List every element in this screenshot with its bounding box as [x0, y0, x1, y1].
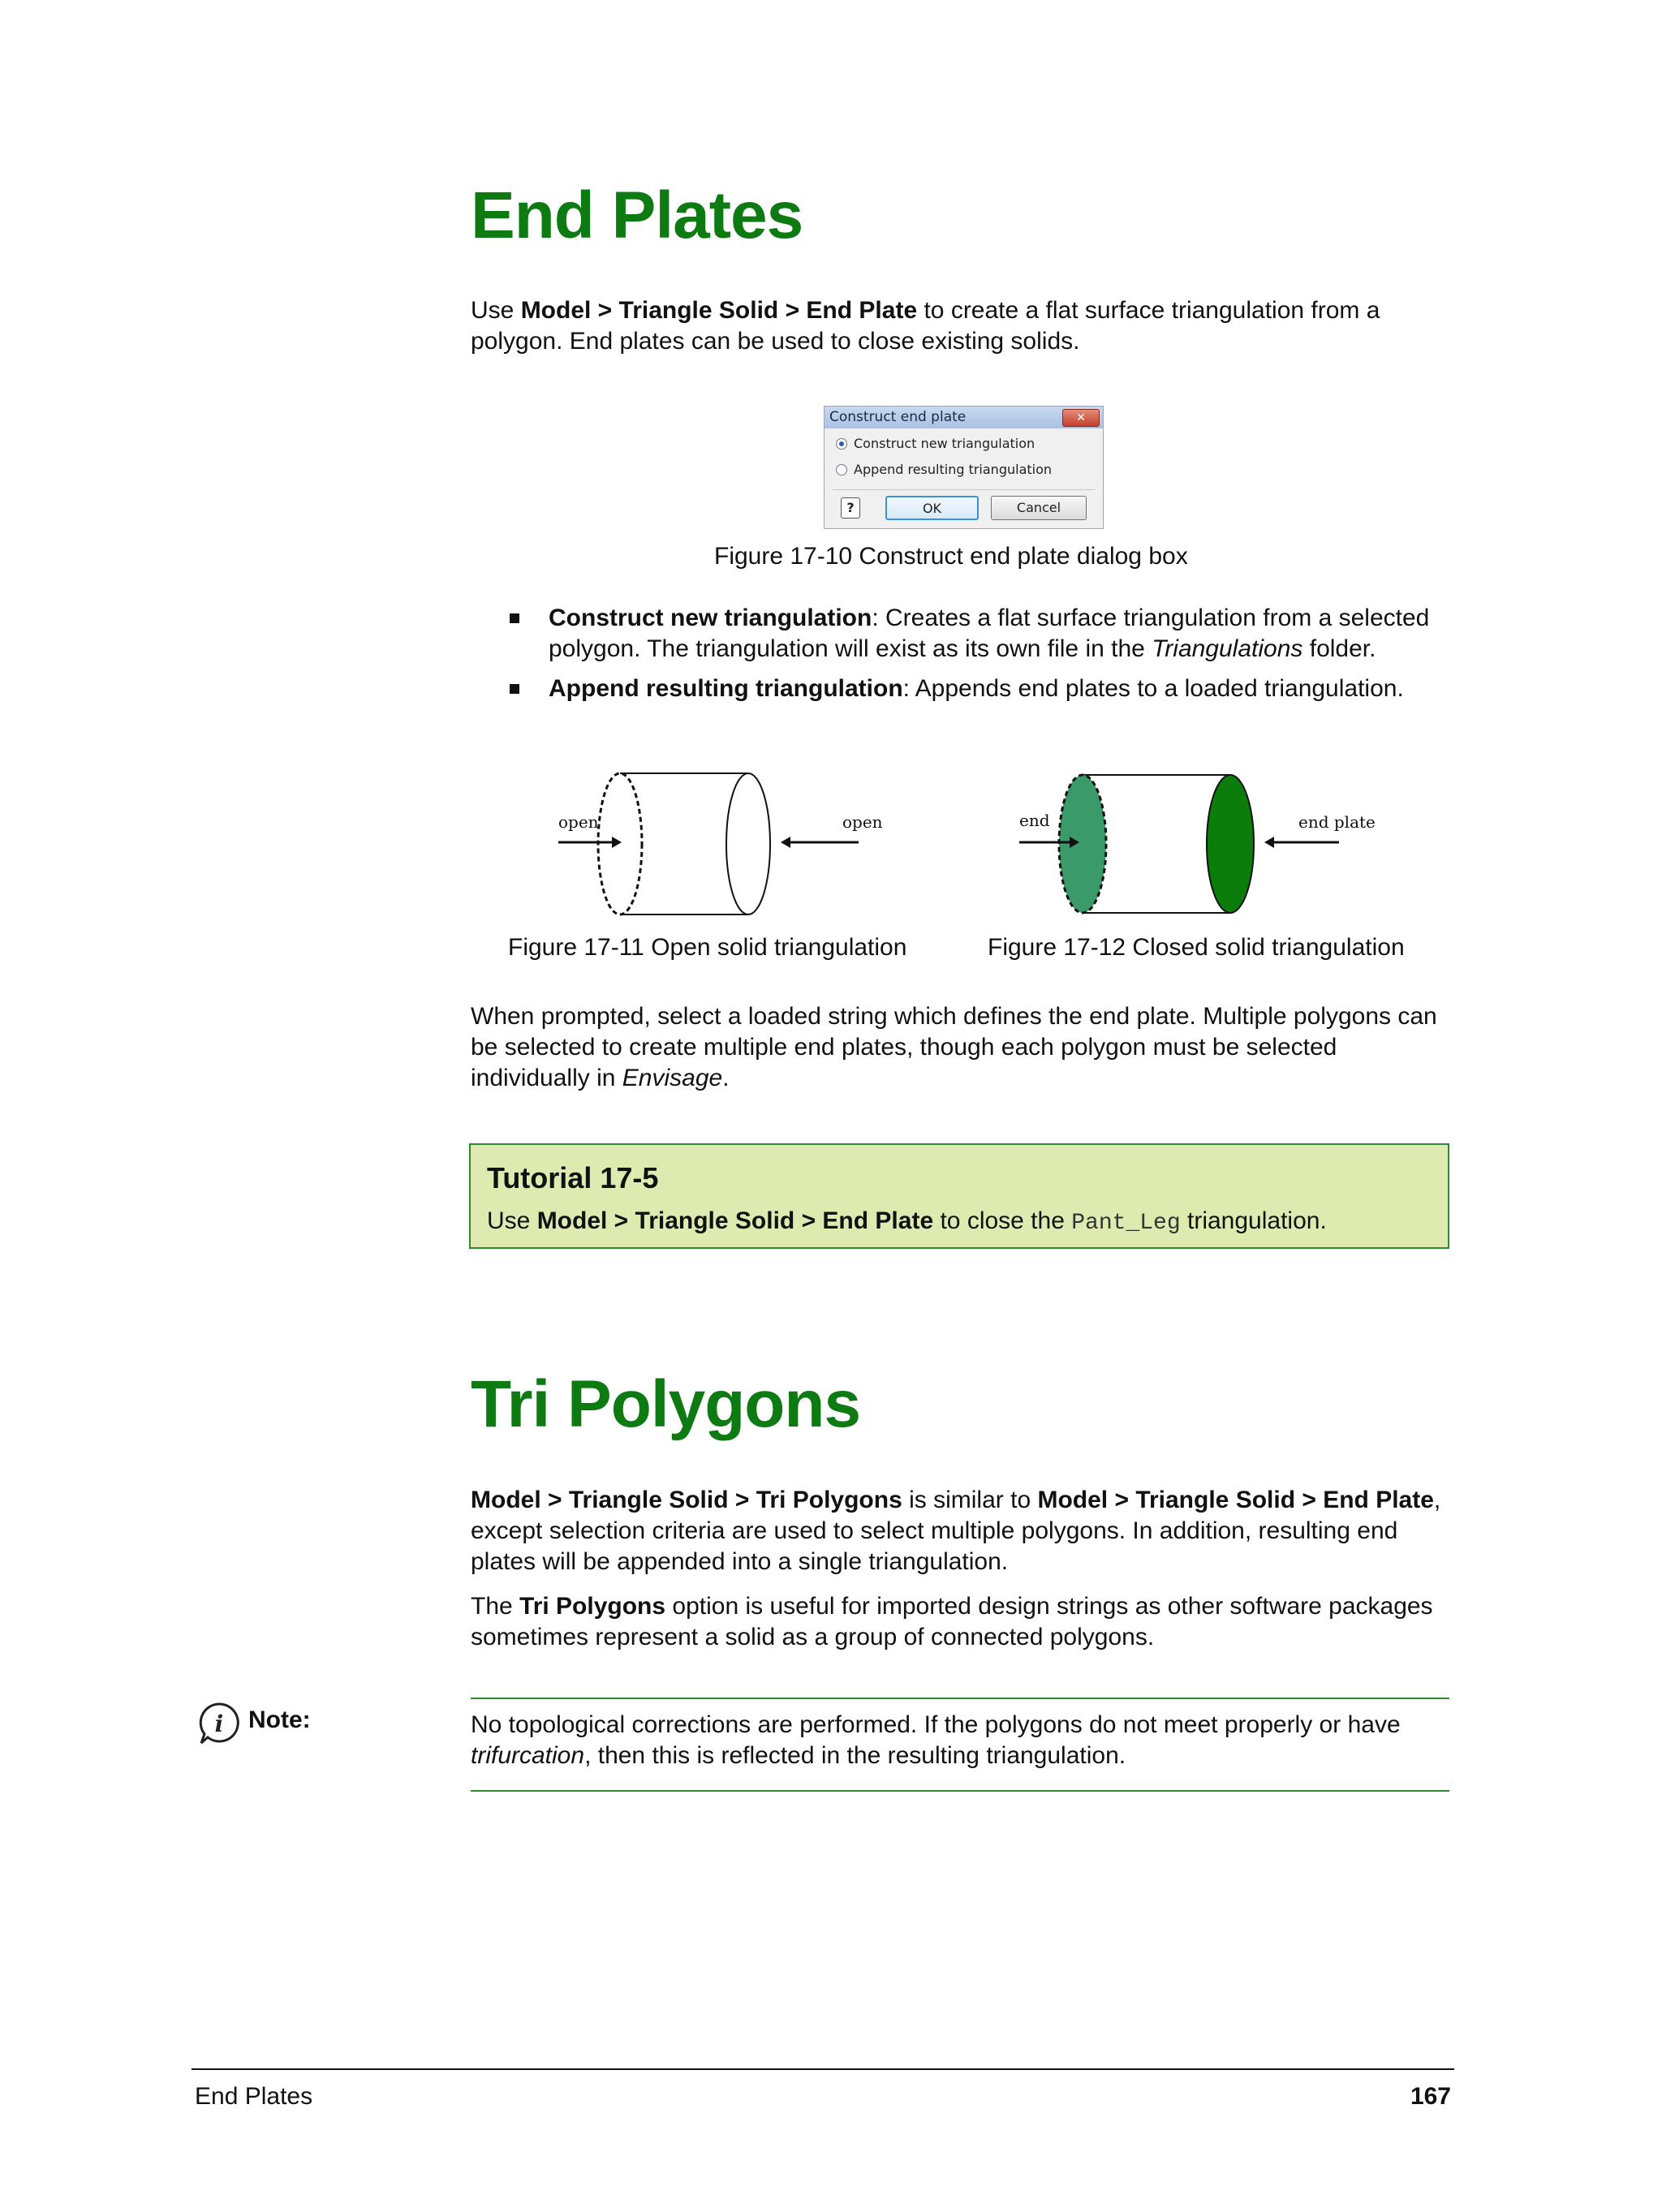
- figure-17-10-caption: Figure 17-10 Construct end plate dialog box: [714, 543, 1188, 570]
- intro-line-1: Use Model > Triangle Solid > End Plate to create a flat surface triangulation from a: [471, 297, 1380, 324]
- open-solid-diagram: [544, 763, 885, 917]
- footer-rule: [192, 2068, 1454, 2070]
- section-title-end-plates: End Plates: [471, 179, 803, 252]
- note-text: No topological corrections are performed. If the polygons do not meet properly or have trifurcation, then this is reflected in the resulting triangulation.: [471, 1711, 1401, 1769]
- end-plate-left: [1059, 775, 1106, 913]
- end-plates-intro: [471, 295, 1453, 357]
- info-icon: [198, 1702, 240, 1745]
- list-item: Append resulting triangulation: Appends end plates to a loaded triangulation.: [510, 673, 1459, 704]
- dialog-title-bar: [825, 407, 1103, 428]
- radio-label: Append resulting triangulation: [854, 462, 1053, 477]
- figure-17-12-caption: Figure 17-12 Closed solid triangulation: [988, 934, 1405, 961]
- list-item: Construct new triangulation: Creates a flat surface triangulation from a selected polygon. The triangulation will exist as its own file in the Triangulations folder.: [510, 603, 1459, 665]
- tutorial-text: Use Model > Triangle Solid > End Plate to close the Pant_Leg triangulation.: [487, 1207, 1327, 1236]
- page-number: 167: [1410, 2083, 1451, 2110]
- bullet-square-icon: [510, 684, 519, 694]
- radio-label: Construct new triangulation: [854, 436, 1036, 451]
- note-label: Note:: [248, 1706, 311, 1733]
- option-list: [510, 603, 1459, 713]
- intro-line-2: polygon. End plates can be used to close existing solids.: [471, 328, 1080, 355]
- radio-selected-icon: [836, 438, 847, 450]
- svg-text:i: i: [214, 1711, 224, 1737]
- ok-button[interactable]: OK: [885, 496, 979, 520]
- dialog-divider: [833, 489, 1095, 490]
- radio-construct-new[interactable]: [836, 436, 1035, 451]
- radio-append-resulting[interactable]: [836, 462, 1052, 477]
- tutorial-box: [469, 1143, 1449, 1249]
- label-open-left: open: [558, 812, 599, 832]
- menu-path: Model > Triangle Solid > End Plate: [520, 297, 918, 324]
- close-icon[interactable]: ✕: [1062, 409, 1100, 427]
- radio-unselected-icon: [836, 464, 847, 476]
- code-snippet: Pant_Leg: [1071, 1211, 1181, 1236]
- label-open-right: open: [842, 812, 883, 832]
- dialog-title: Construct end plate: [829, 409, 967, 425]
- tutorial-title: Tutorial 17-5: [487, 1161, 659, 1194]
- note-bottom-rule: [471, 1790, 1449, 1792]
- help-icon[interactable]: ?: [841, 497, 860, 519]
- footer-section-name: End Plates: [195, 2083, 313, 2110]
- tri-polygons-paragraph-2: The Tri Polygons option is useful for imported design strings as other software packages sometimes represent a solid as a group of connected polygons.: [471, 1593, 1433, 1650]
- section-title-tri-polygons: Tri Polygons: [471, 1367, 861, 1441]
- closed-solid-diagram: [1006, 763, 1380, 917]
- construct-end-plate-dialog: [824, 406, 1104, 529]
- tri-polygons-paragraph-1: Model > Triangle Solid > Tri Polygons is similar to Model > Triangle Solid > End Plate, except selection criteria are used to select multiple polygons. In addition, resulting end plates will be appended into a single triangulation.: [471, 1487, 1441, 1575]
- label-end-plate: end plate: [1298, 812, 1376, 832]
- figure-17-11-caption: Figure 17-11 Open solid triangulation: [508, 934, 907, 961]
- end-plate-right: [1207, 775, 1254, 913]
- selection-paragraph: When prompted, select a loaded string which defines the end plate. Multiple polygons can be selected to create multiple end plates, though each polygon must be selected individually in Envisage.: [471, 1003, 1437, 1091]
- note-top-rule: [471, 1698, 1449, 1699]
- label-end: end: [1019, 811, 1050, 830]
- cancel-button[interactable]: Cancel: [991, 496, 1087, 520]
- bullet-square-icon: [510, 613, 519, 623]
